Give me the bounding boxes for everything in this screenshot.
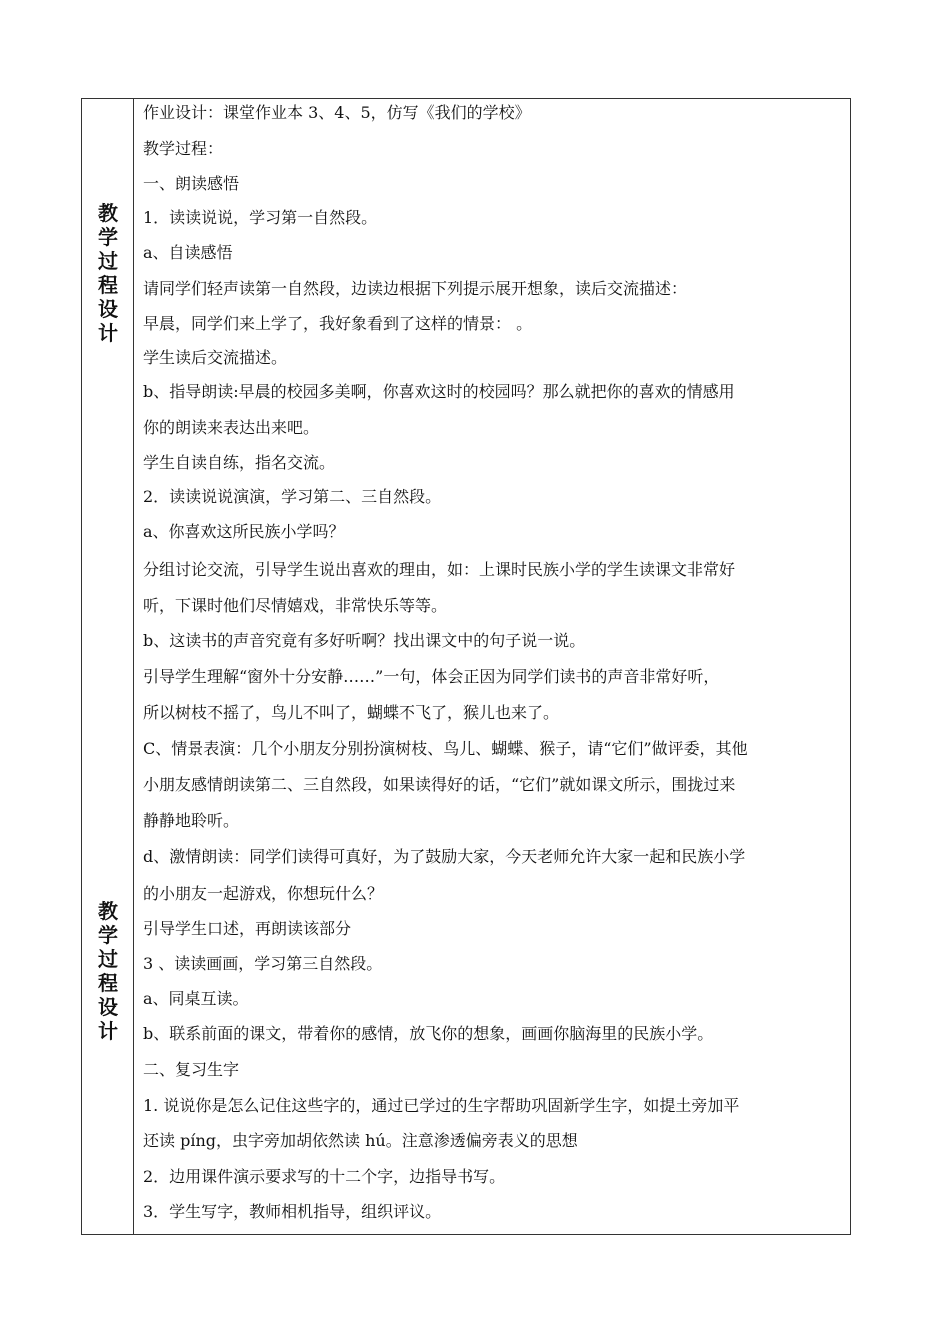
- text-line: 分组讨论交流，引导学生说出喜欢的理由，如：上课时民族小学的学生读课文非常好: [143, 560, 736, 579]
- side-label-char: 程: [98, 971, 118, 995]
- side-label-char: 过: [98, 947, 118, 971]
- content-cell: [134, 99, 850, 1234]
- text-line: 3 、读读画画，学习第三自然段。: [143, 954, 383, 973]
- text-line: 作业设计：课堂作业本 3、4、5，仿写《我们的学校》: [143, 103, 531, 122]
- text-line: 学生读后交流描述。: [143, 348, 288, 367]
- text-line: 1. 说说你是怎么记住这些字的，通过已学过的生字帮助巩固新学生字，如提土旁加平: [143, 1096, 740, 1115]
- side-label-top: [82, 201, 134, 345]
- text-line: 还读 píng，虫字旁加胡依然读 hú。注意渗透偏旁表义的思想: [143, 1131, 578, 1150]
- text-line: 听，下课时他们尽情嬉戏，非常快乐等等。: [143, 596, 448, 615]
- text-line: C、情景表演：几个小朋友分别扮演树枝、鸟儿、蝴蝶、猴子，请“它们”做评委，其他: [143, 739, 748, 758]
- side-label-char: 学: [98, 923, 118, 947]
- text-line: 早晨，同学们来上学了，我好象看到了这样的情景： 。: [143, 314, 533, 333]
- text-line: d、激情朗读：同学们读得可真好，为了鼓励大家，今天老师允许大家一起和民族小学: [143, 847, 746, 866]
- side-label-column: [82, 99, 134, 1234]
- side-label-char: 计: [98, 1019, 118, 1043]
- text-line: 静静地聆听。: [143, 811, 240, 830]
- side-label-char: 计: [98, 321, 118, 345]
- text-line: b、这读书的声音究竟有多好听啊？找出课文中的句子说一说。: [143, 631, 586, 650]
- text-line: b、指导朗读:早晨的校园多美啊，你喜欢这时的校园吗？那么就把你的喜欢的情感用: [143, 382, 735, 401]
- lesson-plan-table: [81, 98, 851, 1235]
- side-label-char: 设: [98, 297, 118, 321]
- text-line: 小朋友感情朗读第二、三自然段，如果读得好的话，“它们”就如课文所示，围拢过来: [143, 775, 736, 794]
- text-line: 2．边用课件演示要求写的十二个字，边指导书写。: [143, 1167, 506, 1186]
- text-line: 所以树枝不摇了，鸟儿不叫了，蝴蝶不飞了，猴儿也来了。: [143, 703, 560, 722]
- text-line: 一、朗读感悟: [143, 174, 240, 193]
- text-line: 引导学生口述，再朗读该部分: [143, 919, 352, 938]
- text-line: 3．学生写字，教师相机指导，组织评议。: [143, 1202, 442, 1221]
- side-label-char: 教: [98, 201, 118, 225]
- side-label-bottom: [82, 899, 134, 1043]
- text-line: 2．读读说说演演，学习第二、三自然段。: [143, 487, 442, 506]
- side-label-char: 教: [98, 899, 118, 923]
- side-label-char: 程: [98, 273, 118, 297]
- text-line: a、你喜欢这所民族小学吗？: [143, 522, 345, 541]
- text-line: 的小朋友一起游戏，你想玩什么？: [143, 884, 384, 903]
- text-line: a、同桌互读。: [143, 989, 249, 1008]
- text-line: 1．读读说说，学习第一自然段。: [143, 208, 378, 227]
- text-line: a、自读感悟: [143, 243, 233, 262]
- side-label-char: 学: [98, 225, 118, 249]
- text-line: 请同学们轻声读第一自然段，边读边根据下列提示展开想象，读后交流描述：: [143, 279, 688, 298]
- text-line: 二、复习生字: [143, 1060, 240, 1079]
- side-label-char: 过: [98, 249, 118, 273]
- side-label-char: 设: [98, 995, 118, 1019]
- text-line: 你的朗读来表达出来吧。: [143, 418, 320, 437]
- text-line: 教学过程：: [143, 139, 224, 158]
- text-line: 学生自读自练，指名交流。: [143, 453, 336, 472]
- text-line: 引导学生理解“窗外十分安静……”一句，体会正因为同学们读书的声音非常好听，: [143, 667, 720, 686]
- text-line: b、联系前面的课文，带着你的感情，放飞你的想象，画画你脑海里的民族小学。: [143, 1024, 714, 1043]
